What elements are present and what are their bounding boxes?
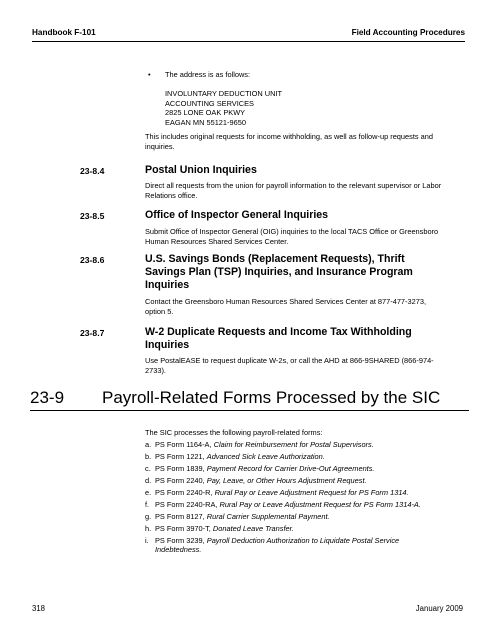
list-item: a. PS Form 1164-A, Claim for Reimbursement for Postal Supervisors.	[145, 439, 374, 449]
list-item: c. PS Form 1839, Payment Record for Carrier Drive-Out Agreements.	[145, 463, 375, 473]
bullet-text: The address is as follows:	[165, 70, 251, 79]
section-number: 23-8.4	[80, 166, 105, 176]
section-number: 23-8.6	[80, 255, 105, 265]
address-line: INVOLUNTARY DEDUCTION UNIT	[165, 89, 283, 98]
page-number: 318	[32, 604, 46, 613]
address-line: EAGAN MN 55121-9650	[165, 117, 246, 127]
section-body: Use PostalEASE to request duplicate W-2s, or call the AHD at 866-9SHARED (866-974-2733).	[145, 356, 434, 375]
section-title: Postal Union Inquiries	[145, 164, 257, 176]
list-item: b. PS Form 1221, Advanced Sick Leave Authorization.	[145, 451, 325, 461]
section-number: 23-8.7	[80, 328, 105, 338]
section-body: Contact the Greensboro Human Resources Shared Services Center at 877-477-3273, option 5.	[145, 297, 426, 316]
forms-intro: The SIC processes the following payroll-related forms:	[145, 428, 323, 437]
list-item: g. PS Form 8127, Rural Carrier Supplemental Payment.	[145, 511, 330, 521]
chapter-heading	[30, 388, 440, 408]
header-section-title: Field Accounting Procedures	[351, 28, 465, 37]
header-handbook-title: Handbook F-101	[32, 28, 96, 37]
list-item: d. PS Form 2240, Pay, Leave, or Other Hours Adjustment Request.	[145, 475, 367, 485]
list-item: e. PS Form 2240-R, Rural Pay or Leave Adjustment Request for PS Form 1314.	[145, 487, 409, 497]
section-title: W-2 Duplicate Requests and Income Tax Withholding Inquiries	[145, 326, 412, 351]
footer-date: January 2009	[415, 604, 463, 613]
section-body: Direct all requests from the union for payroll information to the relevant supervisor or Labor Relations office.	[145, 181, 442, 200]
chapter-rule	[30, 410, 469, 411]
section-title: Office of Inspector General Inquiries	[145, 209, 329, 221]
bullet-icon: •	[148, 70, 151, 79]
list-item: i. PS Form 3239, Payroll Deduction Authorization to Liquidate Postal Service Indebtedness.	[145, 535, 400, 555]
list-item: h. PS Form 3970-T, Donated Leave Transfer.	[145, 523, 294, 533]
section-title: U.S. Savings Bonds (Replacement Requests), Thrift Savings Plan (TSP) Inquiries, and Insurance Program Inquiries	[145, 253, 413, 291]
section-body: Submit Office of Inspector General (OIG) inquiries to the local TACS Office or Greensboro Human Resources Shared Services Center.	[145, 227, 439, 246]
address-line: ACCOUNTING SERVICES	[165, 98, 254, 108]
forms-list	[145, 428, 445, 557]
section-number: 23-8.5	[80, 211, 105, 221]
address-line: 2825 LONE OAK PKWY	[165, 108, 246, 118]
list-item: f. PS Form 2240-RA, Rural Pay or Leave Adjustment Request for PS Form 1314-A.	[145, 499, 421, 509]
chapter-title: Payroll-Related Forms Processed by the SIC	[102, 388, 441, 407]
header-rule	[32, 41, 465, 42]
mailing-address	[165, 89, 282, 127]
chapter-number: 23-9	[30, 388, 65, 407]
intro-note: This includes original requests for income withholding, as well as follow-up requests and inquiries.	[145, 132, 433, 151]
